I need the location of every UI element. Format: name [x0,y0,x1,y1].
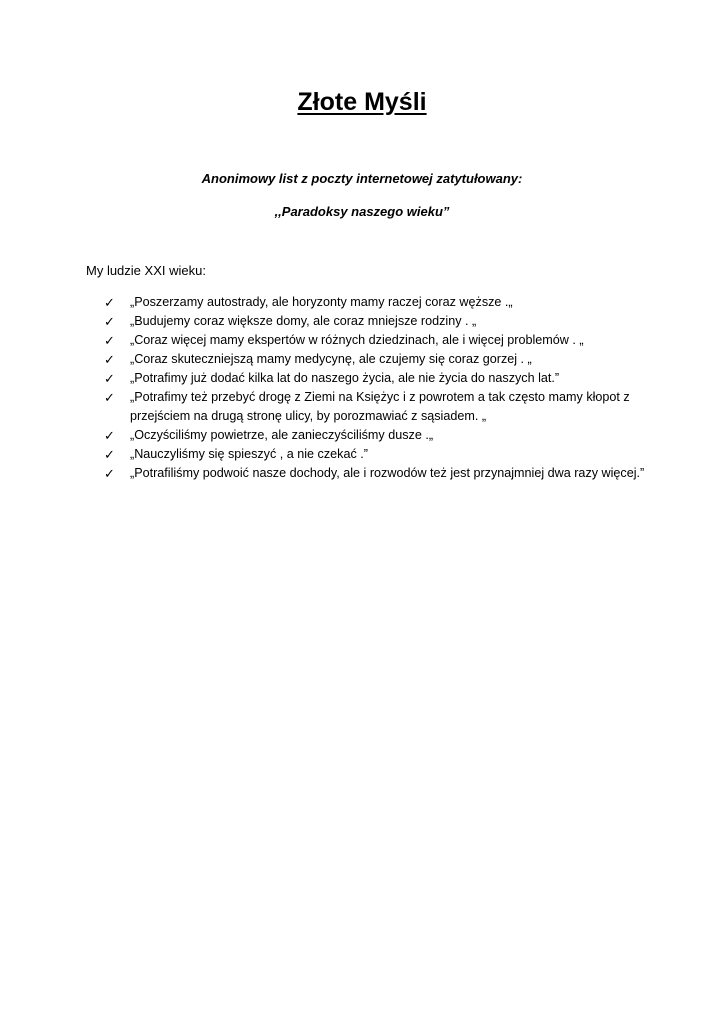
check-icon: ✓ [104,390,115,405]
list-item [104,445,664,464]
list-item-text: „Potrafiliśmy podwoić nasze dochody, ale i rozwodów też jest przynajmniej dwa razy więcej.” [130,466,645,480]
list-item [104,350,664,369]
list-item [104,369,664,388]
check-icon: ✓ [104,314,115,329]
check-icon: ✓ [104,352,115,367]
intro-text: My ludzie XXI wieku: [86,263,206,278]
list-item [104,464,664,483]
list-item [104,293,664,312]
list-item-text: „Nauczyliśmy się spieszyć , a nie czekać .” [130,447,368,461]
list-item [104,331,664,350]
thoughts-list [104,293,664,483]
list-item-text: „Coraz skuteczniejszą mamy medycynę, ale czujemy się coraz gorzej . „ [130,352,532,366]
check-icon: ✓ [104,295,115,310]
check-icon: ✓ [104,428,115,443]
check-icon: ✓ [104,466,115,481]
page-title: Złote Myśli [297,88,427,116]
subtitle-line-1: Anonimowy list z poczty internetowej zatytułowany: [201,171,523,186]
list-item-text: „Coraz więcej mamy ekspertów w różnych dziedzinach, ale i więcej problemów . „ [130,333,584,347]
check-icon: ✓ [104,333,115,348]
list-item-text: „Potrafimy też przebyć drogę z Ziemi na Księżyc i z powrotem a tak często mamy kłopot z przejściem na drugą stronę ulicy, by porozmawiać z sąsiadem. „ [130,390,630,423]
list-item-text: „Budujemy coraz większe domy, ale coraz mniejsze rodziny . „ [130,314,477,328]
list-item-text: „Oczyściliśmy powietrze, ale zanieczyściliśmy dusze .„ [130,428,434,442]
list-item-text: „Poszerzamy autostrady, ale horyzonty mamy raczej coraz węższe .„ [130,295,513,309]
list-item [104,388,664,426]
list-item-text: „Potrafimy już dodać kilka lat do naszego życia, ale nie życia do naszych lat.” [130,371,560,385]
check-icon: ✓ [104,447,115,462]
list-item [104,426,664,445]
subtitle-line-2: ,,Paradoksy naszego wieku” [274,204,450,219]
check-icon: ✓ [104,371,115,386]
list-item [104,312,664,331]
